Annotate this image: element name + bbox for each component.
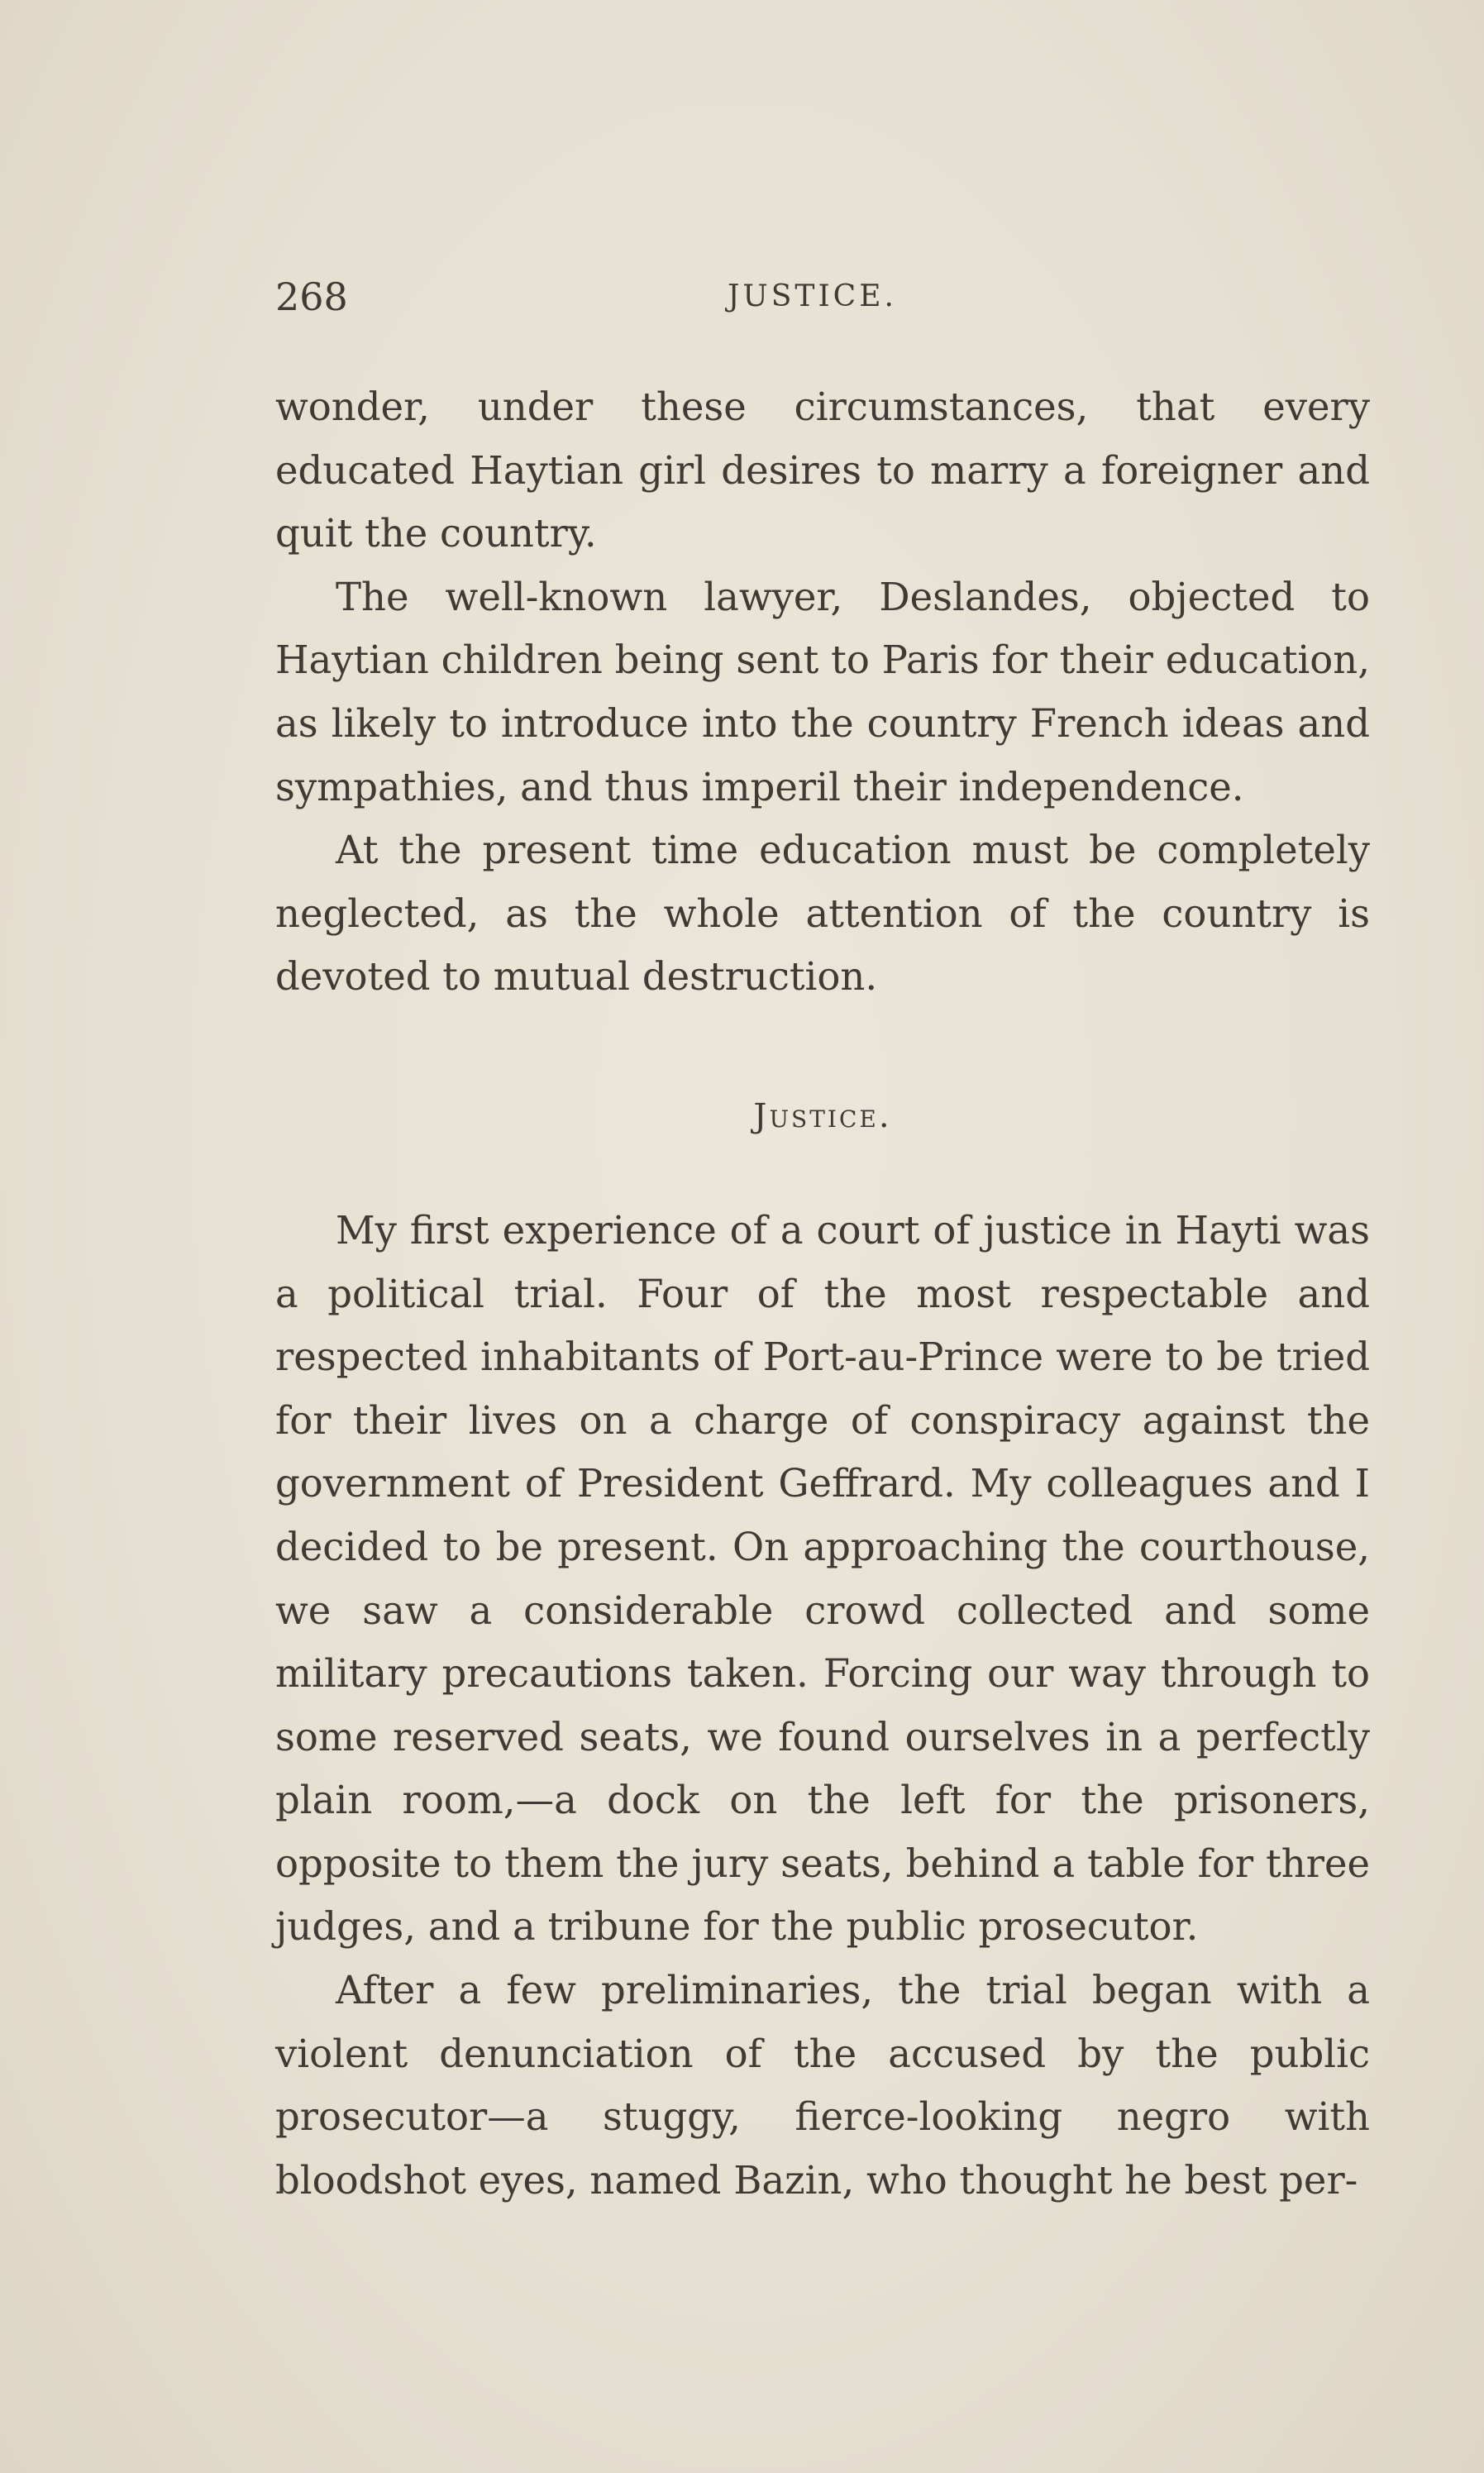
page-body — [275, 375, 1370, 2212]
paragraph: After a few preliminaries, the trial began with a violent denunciation of the accused by the public prosecutor—a stuggy, fierce-looking negro with bloodshot eyes, named Bazin, who thought he best per- — [275, 1968, 1370, 2203]
running-head: JUSTICE. — [728, 279, 897, 313]
paragraph: My first experience of a court of justice in Hayti was a political trial. Four of the most respectable and respected inhabitants of Port-au-Prince were to be tried for their lives on a charge of conspiracy against the government of President Geffrard. My colleagues and I decided to be present. On approaching the courthouse, we saw a considerable crowd collected and some military precautions taken. Forcing our way through to some reserved seats, we found ourselves in a perfectly plain room,—a dock on the left for the prisoners, opposite to them the jury seats, behind a table for three judges, and a tribune for the public prosecutor. — [275, 1207, 1370, 1950]
paragraph: The well-known lawyer, Deslandes, objected to Haytian children being sent to Paris for their education, as likely to introduce into the country French ideas and sympathies, and thus imperil their independence. — [275, 574, 1370, 809]
section-heading: Justice. — [753, 1096, 892, 1135]
page-header — [275, 275, 1370, 324]
paragraph: At the present time education must be completely neglected, as the whole attention of the country is devoted to mutual destruction. — [275, 828, 1370, 1000]
paragraph: wonder, under these circumstances, that every educated Haytian girl desires to marry a foreigner and quit the country. — [275, 384, 1370, 556]
page-number: 268 — [275, 275, 348, 319]
